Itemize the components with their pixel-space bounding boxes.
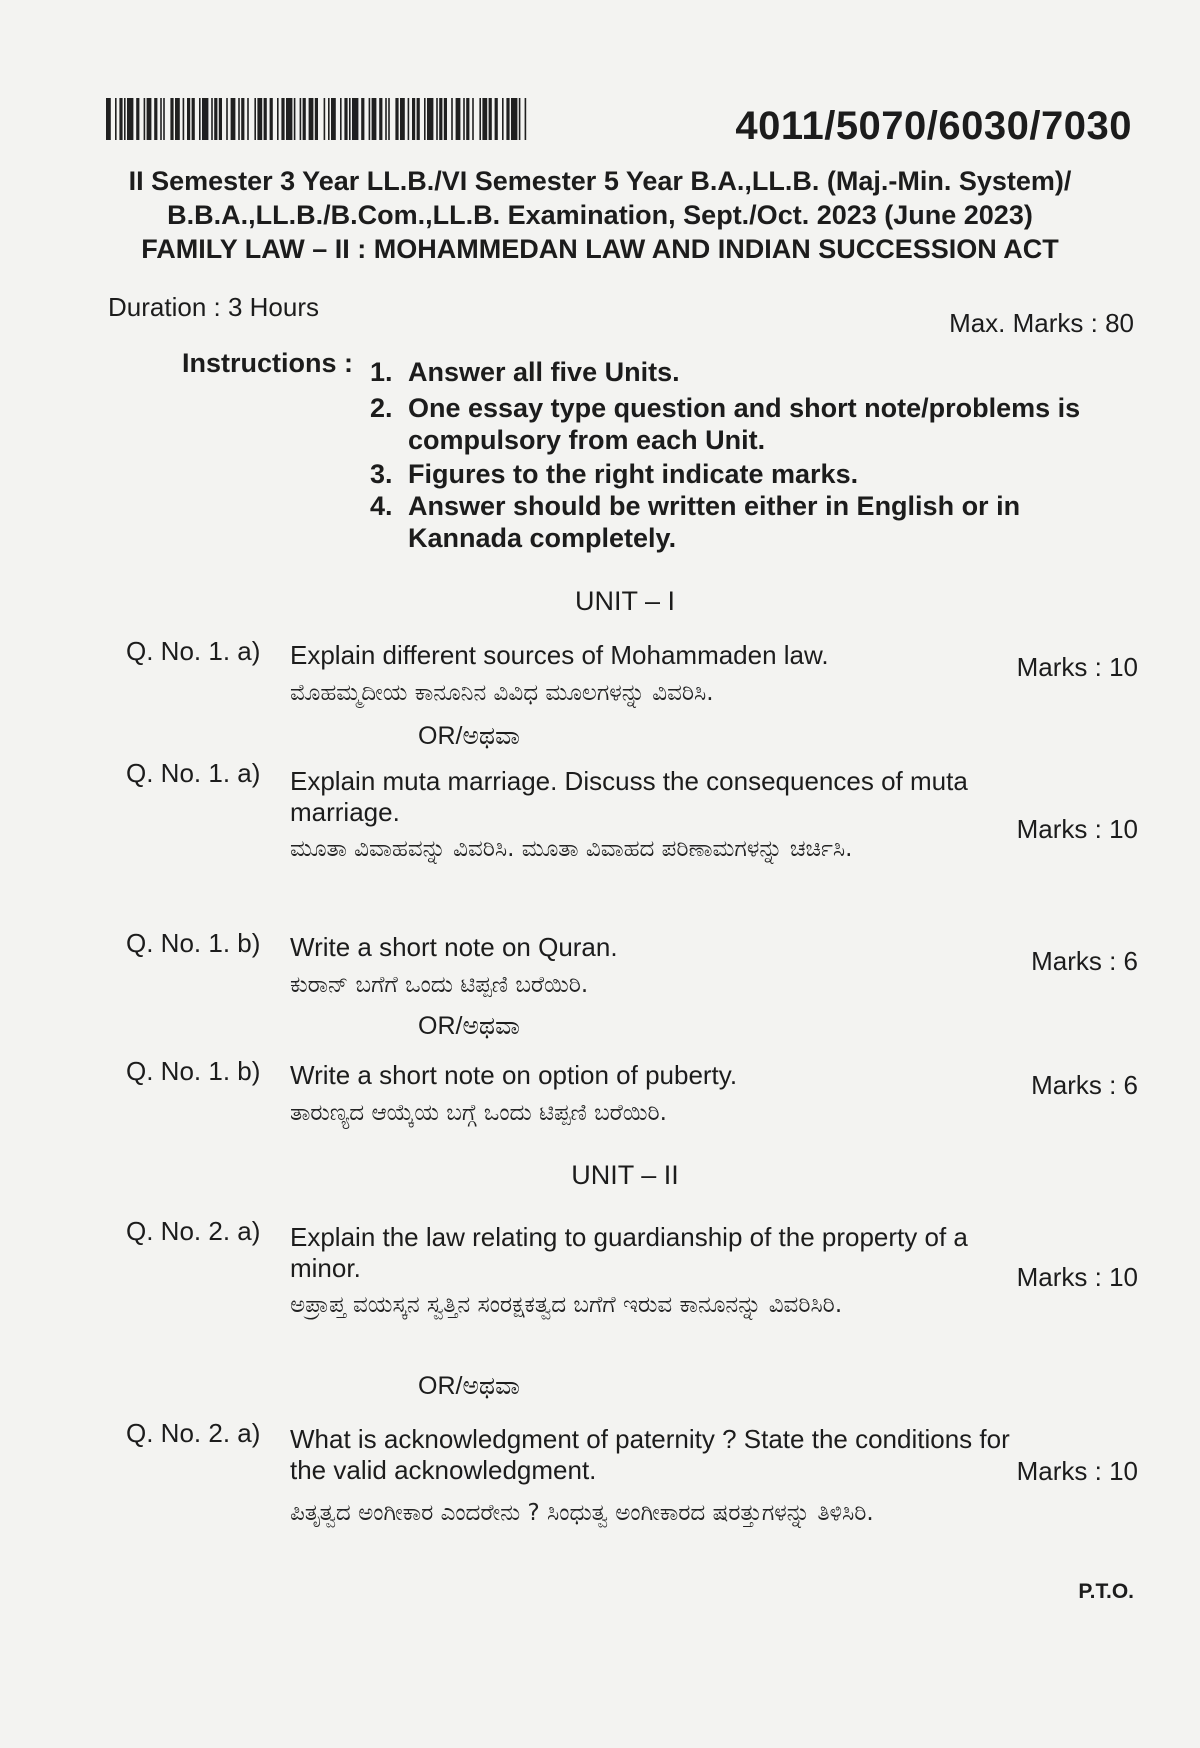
barcode-bar [385,98,387,140]
question-number: Q. No. 1. a) [126,636,261,666]
paper-code: 4011/5070/6030/7030 [735,104,1132,148]
header-line-1: II Semester 3 Year LL.B./VI Semester 5 Year B.A.,LL.B. (Maj.-Min. System)/ [128,166,1072,196]
question-text: Explain muta marriage. Discuss the consequences of muta marriage. [290,766,968,827]
or-separator: OR/ಅಥವಾ [418,722,520,750]
barcode-bar [281,98,284,140]
barcode-bar [506,98,509,140]
barcode-bar [214,98,217,140]
barcode-bar [331,98,336,140]
barcode-bar [400,98,405,140]
barcode-bar [303,98,306,140]
barcode-bar [519,98,521,140]
barcode-bar [247,98,249,140]
barcode-bar [427,98,433,140]
question-text: Explain the law relating to guardianship of the property of a minor. [290,1222,968,1283]
barcode-bar [388,98,390,140]
barcode-bar [315,98,318,140]
barcode-bar [160,98,162,140]
instruction-text: One essay type question and short note/problems is compulsory from each Unit. [408,393,1081,455]
question-text: Explain different sources of Mohammaden law. [290,640,829,670]
question-marks: Marks : 10 [1016,814,1138,844]
header-line-2: B.B.A.,LL.B./B.Com.,LL.B. Examination, Sept./Oct. 2023 (June 2023) [167,200,1033,230]
unit-title: UNIT – II [571,1160,679,1190]
barcode-bar [115,98,117,140]
barcode-bar [226,98,228,140]
barcode-bar [187,98,190,140]
instruction-number: 3. [370,459,393,489]
question-text-kannada: ಮೊಹಮ್ಮದೀಯ ಕಾನೂನಿನ ವಿವಿಧ ಮೂಲಗಳನ್ನು ವಿವರಿಸಿ. [290,680,714,706]
barcode-bar [456,98,461,140]
instruction-text: Figures to the right indicate marks. [408,459,859,489]
barcode-bar [349,98,351,140]
barcode-bar [170,98,173,140]
question-text-kannada: ಕುರಾನ್ ಬಗೆಗೆ ಒಂದು ಟಿಪ್ಪಣಿ ಬರೆಯಿರಿ. [290,972,589,998]
instructions-label: Instructions : [182,348,354,378]
barcode-bar [511,98,517,140]
barcode-bar [417,98,420,140]
barcode-bar [294,98,296,140]
barcode-bar [231,98,236,140]
barcode-bar [211,98,213,140]
barcode-bar [344,98,347,140]
barcode-bar [199,98,201,140]
barcode-bar [183,98,185,140]
barcode-bar [340,98,342,140]
barcode-bar [439,98,442,140]
barcode-bar [309,98,314,140]
question-number: Q. No. 1. b) [126,928,261,958]
barcode-bar [154,98,157,140]
instruction-number: 4. [370,491,393,521]
barcode-bar [144,98,146,140]
barcode-bar [147,98,152,140]
barcode-bar [136,98,139,140]
barcode-bar [361,98,364,140]
barcode-bar [106,98,111,140]
header-line-3: FAMILY LAW – II : MOHAMMEDAN LAW AND INDIAN SUCCESSION ACT [141,234,1059,264]
question-marks: Marks : 10 [1016,652,1138,682]
barcode [106,98,530,140]
barcode-bar [219,98,222,140]
barcode-bar [482,98,487,140]
barcode-bar [502,98,504,140]
barcode-bar [241,98,244,140]
barcode-bar [328,98,330,140]
question-number: Q. No. 2. a) [126,1418,261,1448]
barcode-bar [300,98,302,140]
duration: Duration : 3 Hours [108,292,319,322]
barcode-bar [412,98,415,140]
question-marks: Marks : 10 [1016,1262,1138,1292]
barcode-bar [352,98,358,140]
barcode-bar [463,98,465,140]
barcode-bar [277,98,279,140]
barcode-bar [270,98,273,140]
question-text-kannada: ತಾರುಣ್ಯದ ಆಯ್ಕೆಯ ಬಗ್ಗೆ ಒಂದು ಟಿಪ್ಪಣಿ ಬರೆಯಿರಿ. [290,1100,667,1126]
question-text: Write a short note on Quran. [290,932,618,962]
barcode-bar [286,98,292,140]
barcode-bar [324,98,326,140]
barcode-bar [408,98,410,140]
question-text-kannada: ಮೂತಾ ವಿವಾಹವನ್ನು ವಿವರಿಸಿ. ಮೂತಾ ವಿವಾಹದ ಪರಿಣಾಮಗಳನ್ನು ಚರ್ಚಿಸಿ. [290,836,853,862]
instruction-text: Answer all five Units. [408,357,680,387]
barcode-bar [202,98,208,140]
max-marks: Max. Marks : 80 [949,308,1134,338]
barcode-bar [479,98,481,140]
barcode-bar [192,98,195,140]
barcode-bar [436,98,438,140]
barcode-bar [238,98,240,140]
question-marks: Marks : 6 [1031,946,1138,976]
barcode-bar [369,98,371,140]
barcode-bar [525,98,527,140]
question-text-kannada: ಅಪ್ರಾಪ್ತ ವಯಸ್ಕನ ಸ್ವತ್ತಿನ ಸಂರಕ್ಷಕತ್ವದ ಬಗೆಗೆ ಇರುವ ಕಾನೂನನ್ನು ವಿವರಿಸಿರಿ. [290,1292,843,1318]
barcode-bar [257,98,262,140]
unit-title: UNIT – I [574,586,676,616]
barcode-bar [466,98,469,140]
barcode-bar [451,98,453,140]
barcode-bar [444,98,447,140]
barcode-bar [472,98,474,140]
question-text-kannada: ಪಿತೃತ್ವದ ಅಂಗೀಕಾರ ಎಂದರೇನು ? ಸಿಂಧುತ್ವ ಅಂಗೀಕಾರದ ಷರತ್ತುಗಳನ್ನು ತಿಳಿಸಿರಿ. [290,1500,874,1526]
barcode-bar [163,98,165,140]
instruction-text: Answer should be written either in English or in Kannada completely. [408,491,1021,553]
question-text: Write a short note on option of puberty. [290,1060,738,1090]
barcode-bar [495,98,498,140]
barcode-bar [264,98,267,140]
or-separator: OR/ಅಥವಾ [418,1012,520,1040]
question-marks: Marks : 10 [1016,1456,1138,1486]
barcode-bar [489,98,492,140]
instruction-number: 1. [370,357,393,387]
question-number: Q. No. 2. a) [126,1216,261,1246]
question-marks: Marks : 6 [1031,1070,1138,1100]
barcode-bar [175,98,180,140]
page-turn-over: P.T.O. [1078,1580,1134,1603]
barcode-bar [119,98,122,140]
barcode-bar [424,98,426,140]
barcode-bar [372,98,377,140]
barcode-bar [395,98,398,140]
barcode-bar [254,98,256,140]
question-number: Q. No. 1. a) [126,758,261,788]
question-number: Q. No. 1. b) [126,1056,261,1086]
question-text: What is acknowledgment of paternity ? State the conditions for the valid acknowledgment. [290,1424,1010,1485]
barcode-bar [127,98,133,140]
instruction-number: 2. [370,393,393,423]
barcode-bar [124,98,126,140]
barcode-bar [379,98,382,140]
or-separator: OR/ಅಥವಾ [418,1372,520,1400]
